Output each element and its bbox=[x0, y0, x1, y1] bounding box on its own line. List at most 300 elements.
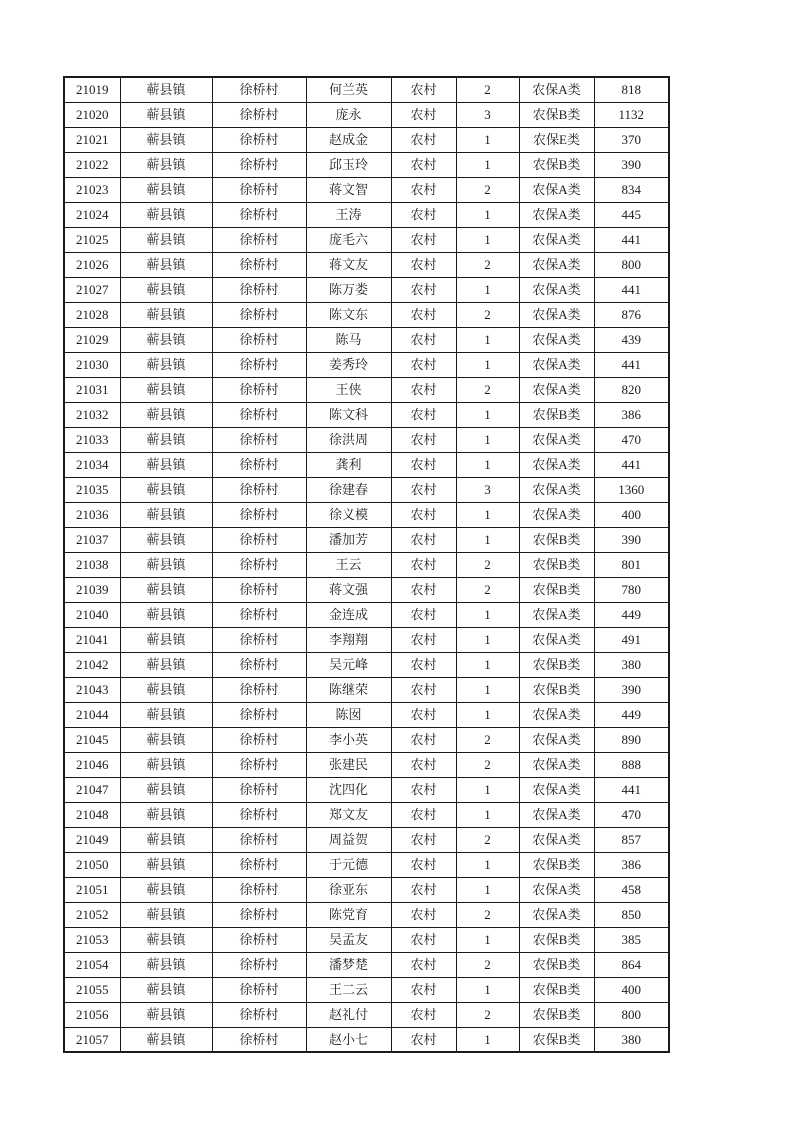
cell-type: 农村 bbox=[391, 452, 456, 477]
cell-town: 蕲县镇 bbox=[120, 502, 212, 527]
cell-amount: 850 bbox=[594, 902, 669, 927]
cell-town: 蕲县镇 bbox=[120, 777, 212, 802]
cell-village: 徐桥村 bbox=[212, 877, 306, 902]
cell-name: 陈囡 bbox=[306, 702, 391, 727]
cell-name: 陈万娄 bbox=[306, 277, 391, 302]
cell-type: 农村 bbox=[391, 227, 456, 252]
cell-town: 蕲县镇 bbox=[120, 727, 212, 752]
cell-category: 农保B类 bbox=[519, 652, 594, 677]
cell-id: 21053 bbox=[64, 927, 120, 952]
cell-id: 21019 bbox=[64, 77, 120, 102]
cell-type: 农村 bbox=[391, 852, 456, 877]
cell-id: 21023 bbox=[64, 177, 120, 202]
cell-town: 蕲县镇 bbox=[120, 802, 212, 827]
cell-town: 蕲县镇 bbox=[120, 527, 212, 552]
cell-village: 徐桥村 bbox=[212, 177, 306, 202]
cell-amount: 386 bbox=[594, 852, 669, 877]
cell-type: 农村 bbox=[391, 327, 456, 352]
cell-type: 农村 bbox=[391, 152, 456, 177]
cell-village: 徐桥村 bbox=[212, 727, 306, 752]
cell-id: 21047 bbox=[64, 777, 120, 802]
cell-name: 赵成金 bbox=[306, 127, 391, 152]
cell-count: 2 bbox=[456, 377, 519, 402]
cell-count: 1 bbox=[456, 777, 519, 802]
cell-count: 1 bbox=[456, 327, 519, 352]
cell-category: 农保A类 bbox=[519, 427, 594, 452]
cell-amount: 449 bbox=[594, 602, 669, 627]
cell-town: 蕲县镇 bbox=[120, 852, 212, 877]
table-row bbox=[64, 727, 669, 752]
cell-town: 蕲县镇 bbox=[120, 652, 212, 677]
cell-town: 蕲县镇 bbox=[120, 352, 212, 377]
cell-village: 徐桥村 bbox=[212, 927, 306, 952]
cell-category: 农保A类 bbox=[519, 802, 594, 827]
cell-type: 农村 bbox=[391, 952, 456, 977]
cell-amount: 400 bbox=[594, 977, 669, 1002]
cell-id: 21026 bbox=[64, 252, 120, 277]
cell-type: 农村 bbox=[391, 202, 456, 227]
cell-count: 2 bbox=[456, 577, 519, 602]
cell-category: 农保B类 bbox=[519, 527, 594, 552]
cell-village: 徐桥村 bbox=[212, 402, 306, 427]
cell-id: 21030 bbox=[64, 352, 120, 377]
table-row bbox=[64, 152, 669, 177]
cell-amount: 820 bbox=[594, 377, 669, 402]
cell-amount: 390 bbox=[594, 152, 669, 177]
cell-type: 农村 bbox=[391, 127, 456, 152]
table-row bbox=[64, 877, 669, 902]
cell-id: 21041 bbox=[64, 627, 120, 652]
table-row bbox=[64, 427, 669, 452]
cell-id: 21027 bbox=[64, 277, 120, 302]
cell-amount: 441 bbox=[594, 277, 669, 302]
cell-town: 蕲县镇 bbox=[120, 902, 212, 927]
table-row bbox=[64, 302, 669, 327]
cell-type: 农村 bbox=[391, 477, 456, 502]
cell-village: 徐桥村 bbox=[212, 377, 306, 402]
table-row bbox=[64, 177, 669, 202]
cell-amount: 441 bbox=[594, 777, 669, 802]
cell-count: 2 bbox=[456, 752, 519, 777]
cell-town: 蕲县镇 bbox=[120, 577, 212, 602]
cell-count: 1 bbox=[456, 677, 519, 702]
cell-village: 徐桥村 bbox=[212, 1027, 306, 1052]
cell-type: 农村 bbox=[391, 702, 456, 727]
cell-count: 2 bbox=[456, 952, 519, 977]
cell-id: 21054 bbox=[64, 952, 120, 977]
table-row bbox=[64, 927, 669, 952]
cell-name: 徐义模 bbox=[306, 502, 391, 527]
cell-category: 农保A类 bbox=[519, 752, 594, 777]
cell-village: 徐桥村 bbox=[212, 102, 306, 127]
cell-name: 潘加芳 bbox=[306, 527, 391, 552]
cell-name: 金连成 bbox=[306, 602, 391, 627]
cell-category: 农保B类 bbox=[519, 152, 594, 177]
cell-category: 农保A类 bbox=[519, 177, 594, 202]
cell-count: 1 bbox=[456, 202, 519, 227]
cell-town: 蕲县镇 bbox=[120, 77, 212, 102]
cell-amount: 888 bbox=[594, 752, 669, 777]
cell-type: 农村 bbox=[391, 877, 456, 902]
cell-amount: 390 bbox=[594, 677, 669, 702]
cell-count: 2 bbox=[456, 177, 519, 202]
cell-category: 农保B类 bbox=[519, 852, 594, 877]
table-row bbox=[64, 627, 669, 652]
cell-name: 陈马 bbox=[306, 327, 391, 352]
cell-category: 农保A类 bbox=[519, 452, 594, 477]
cell-village: 徐桥村 bbox=[212, 327, 306, 352]
cell-amount: 864 bbox=[594, 952, 669, 977]
cell-town: 蕲县镇 bbox=[120, 127, 212, 152]
cell-name: 陈党育 bbox=[306, 902, 391, 927]
cell-category: 农保A类 bbox=[519, 77, 594, 102]
cell-name: 蒋文友 bbox=[306, 252, 391, 277]
cell-id: 21050 bbox=[64, 852, 120, 877]
table-row bbox=[64, 752, 669, 777]
cell-town: 蕲县镇 bbox=[120, 702, 212, 727]
cell-town: 蕲县镇 bbox=[120, 402, 212, 427]
cell-type: 农村 bbox=[391, 777, 456, 802]
cell-village: 徐桥村 bbox=[212, 352, 306, 377]
cell-type: 农村 bbox=[391, 277, 456, 302]
cell-category: 农保E类 bbox=[519, 127, 594, 152]
cell-village: 徐桥村 bbox=[212, 602, 306, 627]
cell-count: 2 bbox=[456, 827, 519, 852]
cell-category: 农保A类 bbox=[519, 377, 594, 402]
cell-town: 蕲县镇 bbox=[120, 227, 212, 252]
table-row bbox=[64, 502, 669, 527]
cell-amount: 801 bbox=[594, 552, 669, 577]
cell-village: 徐桥村 bbox=[212, 527, 306, 552]
table-row bbox=[64, 277, 669, 302]
cell-village: 徐桥村 bbox=[212, 702, 306, 727]
cell-name: 陈继荣 bbox=[306, 677, 391, 702]
cell-category: 农保A类 bbox=[519, 252, 594, 277]
cell-id: 21039 bbox=[64, 577, 120, 602]
cell-id: 21040 bbox=[64, 602, 120, 627]
cell-id: 21032 bbox=[64, 402, 120, 427]
cell-name: 陈文东 bbox=[306, 302, 391, 327]
cell-town: 蕲县镇 bbox=[120, 102, 212, 127]
cell-id: 21057 bbox=[64, 1027, 120, 1052]
cell-type: 农村 bbox=[391, 977, 456, 1002]
cell-name: 王二云 bbox=[306, 977, 391, 1002]
cell-amount: 890 bbox=[594, 727, 669, 752]
cell-id: 21056 bbox=[64, 1002, 120, 1027]
cell-type: 农村 bbox=[391, 727, 456, 752]
cell-id: 21033 bbox=[64, 427, 120, 452]
cell-name: 潘梦楚 bbox=[306, 952, 391, 977]
cell-amount: 780 bbox=[594, 577, 669, 602]
cell-count: 1 bbox=[456, 852, 519, 877]
cell-village: 徐桥村 bbox=[212, 777, 306, 802]
cell-amount: 800 bbox=[594, 252, 669, 277]
cell-name: 蒋文强 bbox=[306, 577, 391, 602]
cell-id: 21022 bbox=[64, 152, 120, 177]
cell-village: 徐桥村 bbox=[212, 477, 306, 502]
cell-village: 徐桥村 bbox=[212, 552, 306, 577]
cell-count: 2 bbox=[456, 727, 519, 752]
cell-name: 王云 bbox=[306, 552, 391, 577]
cell-type: 农村 bbox=[391, 677, 456, 702]
table-row bbox=[64, 902, 669, 927]
table-row bbox=[64, 1027, 669, 1052]
cell-category: 农保A类 bbox=[519, 202, 594, 227]
cell-village: 徐桥村 bbox=[212, 127, 306, 152]
cell-type: 农村 bbox=[391, 802, 456, 827]
cell-count: 1 bbox=[456, 352, 519, 377]
cell-category: 农保B类 bbox=[519, 1002, 594, 1027]
cell-town: 蕲县镇 bbox=[120, 927, 212, 952]
cell-amount: 439 bbox=[594, 327, 669, 352]
table-body bbox=[64, 77, 669, 1052]
cell-type: 农村 bbox=[391, 927, 456, 952]
table-row bbox=[64, 477, 669, 502]
cell-count: 1 bbox=[456, 602, 519, 627]
table-row bbox=[64, 527, 669, 552]
cell-id: 21052 bbox=[64, 902, 120, 927]
cell-type: 农村 bbox=[391, 652, 456, 677]
cell-village: 徐桥村 bbox=[212, 827, 306, 852]
cell-village: 徐桥村 bbox=[212, 852, 306, 877]
cell-town: 蕲县镇 bbox=[120, 377, 212, 402]
cell-category: 农保B类 bbox=[519, 977, 594, 1002]
cell-amount: 370 bbox=[594, 127, 669, 152]
cell-village: 徐桥村 bbox=[212, 302, 306, 327]
table-row bbox=[64, 977, 669, 1002]
cell-name: 何兰英 bbox=[306, 77, 391, 102]
table-row bbox=[64, 452, 669, 477]
table-row bbox=[64, 127, 669, 152]
cell-type: 农村 bbox=[391, 427, 456, 452]
table-row bbox=[64, 1002, 669, 1027]
cell-name: 邱玉玲 bbox=[306, 152, 391, 177]
cell-category: 农保A类 bbox=[519, 627, 594, 652]
cell-name: 陈文科 bbox=[306, 402, 391, 427]
cell-amount: 386 bbox=[594, 402, 669, 427]
cell-village: 徐桥村 bbox=[212, 902, 306, 927]
cell-type: 农村 bbox=[391, 252, 456, 277]
cell-id: 21044 bbox=[64, 702, 120, 727]
cell-name: 徐建春 bbox=[306, 477, 391, 502]
cell-name: 王侠 bbox=[306, 377, 391, 402]
cell-name: 郑文友 bbox=[306, 802, 391, 827]
cell-town: 蕲县镇 bbox=[120, 152, 212, 177]
cell-amount: 441 bbox=[594, 352, 669, 377]
cell-name: 姜秀玲 bbox=[306, 352, 391, 377]
cell-name: 李小英 bbox=[306, 727, 391, 752]
cell-count: 1 bbox=[456, 927, 519, 952]
cell-amount: 800 bbox=[594, 1002, 669, 1027]
cell-count: 2 bbox=[456, 77, 519, 102]
cell-id: 21020 bbox=[64, 102, 120, 127]
cell-category: 农保A类 bbox=[519, 602, 594, 627]
cell-town: 蕲县镇 bbox=[120, 452, 212, 477]
cell-village: 徐桥村 bbox=[212, 427, 306, 452]
cell-id: 21049 bbox=[64, 827, 120, 852]
cell-id: 21035 bbox=[64, 477, 120, 502]
cell-count: 1 bbox=[456, 502, 519, 527]
cell-type: 农村 bbox=[391, 177, 456, 202]
cell-amount: 876 bbox=[594, 302, 669, 327]
cell-village: 徐桥村 bbox=[212, 152, 306, 177]
cell-name: 吴孟友 bbox=[306, 927, 391, 952]
cell-amount: 857 bbox=[594, 827, 669, 852]
cell-category: 农保A类 bbox=[519, 502, 594, 527]
table-row bbox=[64, 352, 669, 377]
cell-id: 21038 bbox=[64, 552, 120, 577]
cell-name: 周益贺 bbox=[306, 827, 391, 852]
cell-type: 农村 bbox=[391, 1002, 456, 1027]
cell-count: 1 bbox=[456, 1027, 519, 1052]
cell-village: 徐桥村 bbox=[212, 752, 306, 777]
table-row bbox=[64, 377, 669, 402]
cell-town: 蕲县镇 bbox=[120, 277, 212, 302]
cell-category: 农保B类 bbox=[519, 552, 594, 577]
cell-amount: 491 bbox=[594, 627, 669, 652]
cell-id: 21046 bbox=[64, 752, 120, 777]
cell-category: 农保A类 bbox=[519, 302, 594, 327]
cell-count: 1 bbox=[456, 627, 519, 652]
cell-type: 农村 bbox=[391, 602, 456, 627]
cell-name: 徐洪周 bbox=[306, 427, 391, 452]
cell-type: 农村 bbox=[391, 902, 456, 927]
cell-category: 农保B类 bbox=[519, 952, 594, 977]
cell-id: 21043 bbox=[64, 677, 120, 702]
cell-name: 于元德 bbox=[306, 852, 391, 877]
cell-count: 1 bbox=[456, 402, 519, 427]
cell-village: 徐桥村 bbox=[212, 977, 306, 1002]
cell-id: 21028 bbox=[64, 302, 120, 327]
cell-name: 庞永 bbox=[306, 102, 391, 127]
cell-type: 农村 bbox=[391, 1027, 456, 1052]
cell-id: 21042 bbox=[64, 652, 120, 677]
cell-category: 农保B类 bbox=[519, 677, 594, 702]
cell-count: 1 bbox=[456, 702, 519, 727]
cell-id: 21051 bbox=[64, 877, 120, 902]
cell-count: 1 bbox=[456, 227, 519, 252]
table-row bbox=[64, 952, 669, 977]
cell-category: 农保A类 bbox=[519, 902, 594, 927]
cell-village: 徐桥村 bbox=[212, 502, 306, 527]
cell-name: 张建民 bbox=[306, 752, 391, 777]
cell-name: 沈四化 bbox=[306, 777, 391, 802]
cell-village: 徐桥村 bbox=[212, 802, 306, 827]
table-row bbox=[64, 102, 669, 127]
cell-category: 农保A类 bbox=[519, 727, 594, 752]
cell-name: 徐亚东 bbox=[306, 877, 391, 902]
cell-town: 蕲县镇 bbox=[120, 1002, 212, 1027]
cell-town: 蕲县镇 bbox=[120, 752, 212, 777]
cell-name: 吴元峰 bbox=[306, 652, 391, 677]
cell-type: 农村 bbox=[391, 352, 456, 377]
cell-type: 农村 bbox=[391, 627, 456, 652]
cell-village: 徐桥村 bbox=[212, 627, 306, 652]
table-row bbox=[64, 827, 669, 852]
cell-amount: 400 bbox=[594, 502, 669, 527]
cell-town: 蕲县镇 bbox=[120, 252, 212, 277]
cell-town: 蕲县镇 bbox=[120, 1027, 212, 1052]
cell-count: 2 bbox=[456, 552, 519, 577]
cell-village: 徐桥村 bbox=[212, 652, 306, 677]
table-row bbox=[64, 777, 669, 802]
table-row bbox=[64, 577, 669, 602]
cell-village: 徐桥村 bbox=[212, 202, 306, 227]
table-row bbox=[64, 677, 669, 702]
cell-type: 农村 bbox=[391, 402, 456, 427]
table-row bbox=[64, 702, 669, 727]
cell-id: 21029 bbox=[64, 327, 120, 352]
cell-type: 农村 bbox=[391, 527, 456, 552]
cell-village: 徐桥村 bbox=[212, 452, 306, 477]
cell-village: 徐桥村 bbox=[212, 577, 306, 602]
cell-category: 农保A类 bbox=[519, 827, 594, 852]
table-row bbox=[64, 252, 669, 277]
cell-amount: 458 bbox=[594, 877, 669, 902]
cell-village: 徐桥村 bbox=[212, 1002, 306, 1027]
cell-town: 蕲县镇 bbox=[120, 977, 212, 1002]
cell-town: 蕲县镇 bbox=[120, 827, 212, 852]
cell-village: 徐桥村 bbox=[212, 227, 306, 252]
cell-category: 农保A类 bbox=[519, 352, 594, 377]
cell-amount: 390 bbox=[594, 527, 669, 552]
cell-id: 21036 bbox=[64, 502, 120, 527]
cell-village: 徐桥村 bbox=[212, 77, 306, 102]
cell-id: 21024 bbox=[64, 202, 120, 227]
cell-name: 赵礼付 bbox=[306, 1002, 391, 1027]
cell-count: 1 bbox=[456, 802, 519, 827]
cell-amount: 380 bbox=[594, 1027, 669, 1052]
cell-category: 农保A类 bbox=[519, 877, 594, 902]
cell-type: 农村 bbox=[391, 302, 456, 327]
table-row bbox=[64, 652, 669, 677]
cell-type: 农村 bbox=[391, 377, 456, 402]
cell-category: 农保A类 bbox=[519, 327, 594, 352]
cell-name: 王涛 bbox=[306, 202, 391, 227]
cell-count: 3 bbox=[456, 102, 519, 127]
cell-village: 徐桥村 bbox=[212, 277, 306, 302]
cell-town: 蕲县镇 bbox=[120, 477, 212, 502]
cell-category: 农保B类 bbox=[519, 927, 594, 952]
cell-village: 徐桥村 bbox=[212, 952, 306, 977]
cell-amount: 470 bbox=[594, 427, 669, 452]
cell-count: 2 bbox=[456, 302, 519, 327]
cell-town: 蕲县镇 bbox=[120, 877, 212, 902]
cell-category: 农保B类 bbox=[519, 102, 594, 127]
table-row bbox=[64, 802, 669, 827]
cell-village: 徐桥村 bbox=[212, 677, 306, 702]
table-row bbox=[64, 77, 669, 102]
cell-id: 21048 bbox=[64, 802, 120, 827]
cell-amount: 380 bbox=[594, 652, 669, 677]
cell-type: 农村 bbox=[391, 77, 456, 102]
cell-category: 农保B类 bbox=[519, 577, 594, 602]
cell-category: 农保B类 bbox=[519, 402, 594, 427]
cell-count: 1 bbox=[456, 427, 519, 452]
cell-name: 李翔翔 bbox=[306, 627, 391, 652]
cell-id: 21037 bbox=[64, 527, 120, 552]
cell-count: 2 bbox=[456, 1002, 519, 1027]
cell-name: 龚利 bbox=[306, 452, 391, 477]
cell-town: 蕲县镇 bbox=[120, 202, 212, 227]
cell-category: 农保A类 bbox=[519, 277, 594, 302]
cell-amount: 1360 bbox=[594, 477, 669, 502]
cell-count: 1 bbox=[456, 277, 519, 302]
cell-town: 蕲县镇 bbox=[120, 552, 212, 577]
cell-count: 1 bbox=[456, 127, 519, 152]
cell-count: 1 bbox=[456, 652, 519, 677]
cell-amount: 385 bbox=[594, 927, 669, 952]
